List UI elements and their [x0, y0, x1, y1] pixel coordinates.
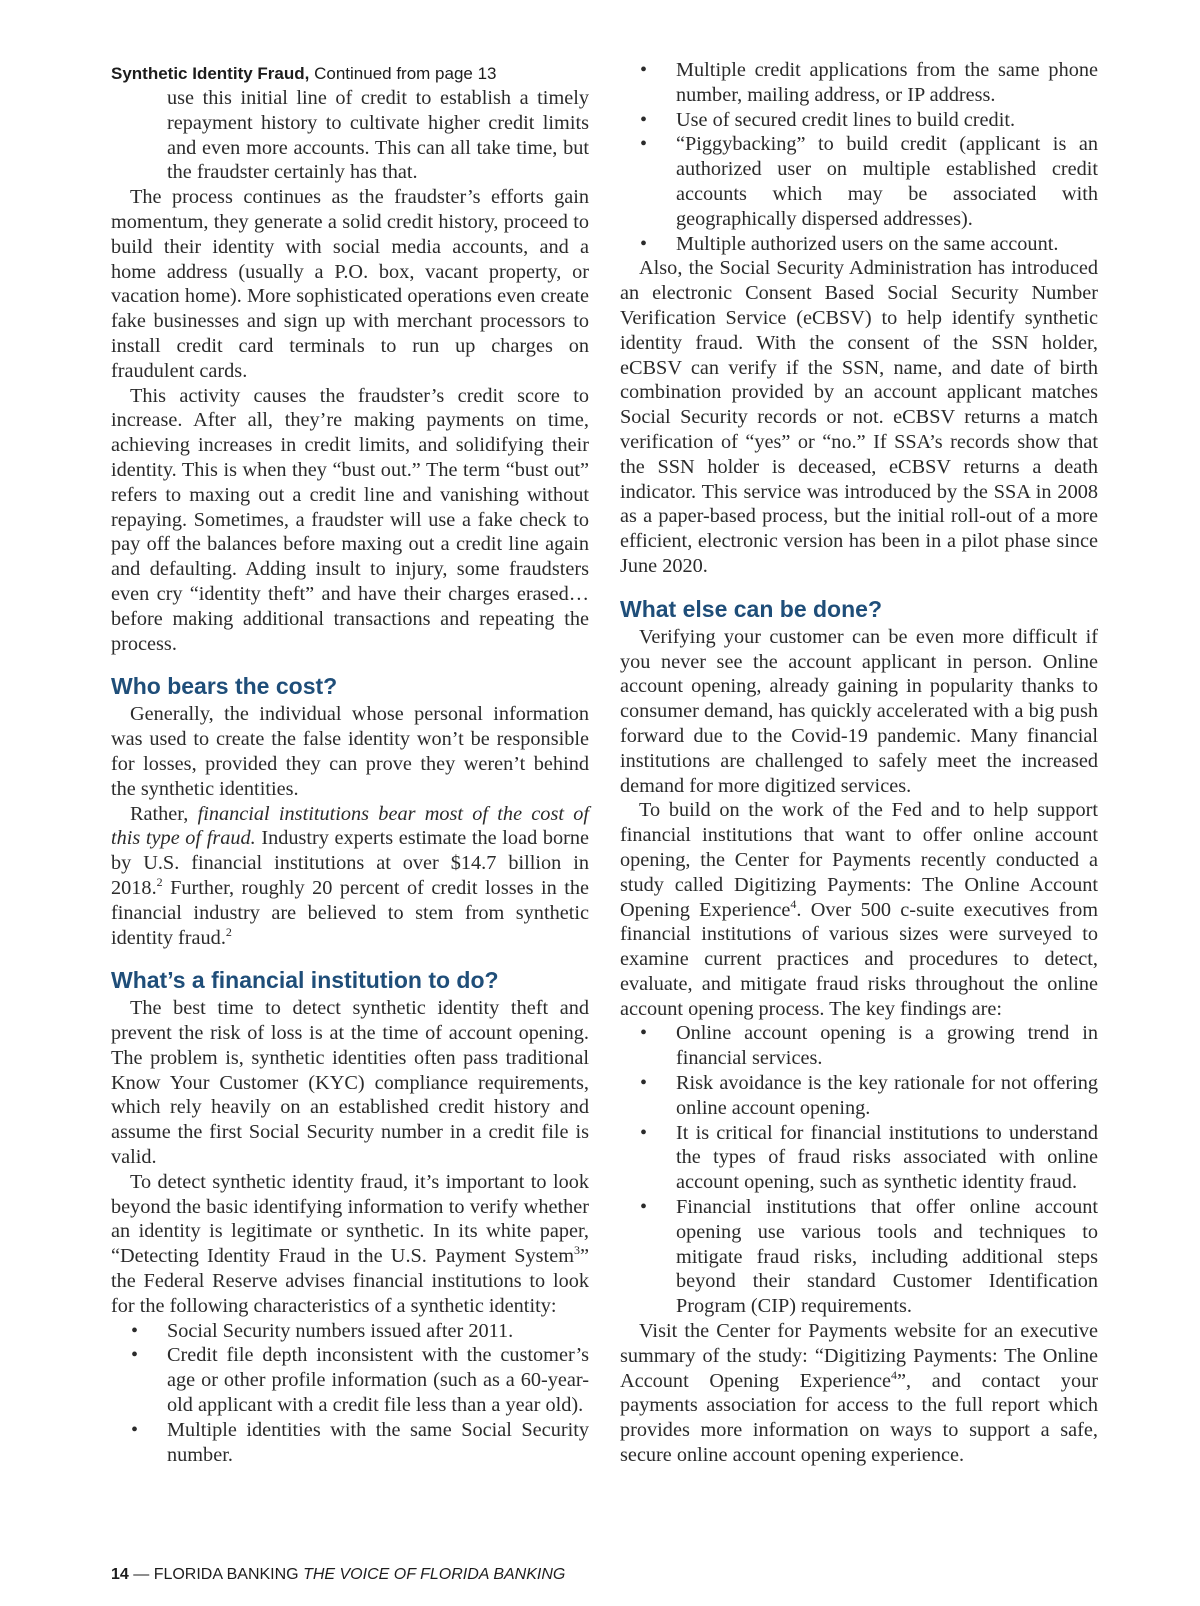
list-item: • “Piggybacking” to build credit (applicant is an authorized user on multiple established credit accounts which may be associated with geographically dispersed addresses).	[620, 132, 1098, 231]
continued-kicker	[111, 62, 589, 86]
text-run: . Over 500 c-suite executives from financial institutions of various sizes were surveyed to examine current practices and procedures to detect, evaluate, and mitigate fraud risks throughout the online account opening process. The key findings are:	[620, 898, 1098, 1020]
list-item: • Financial institutions that offer online account opening use various tools and techniques to mitigate fraud risks, including additional steps beyond their standard Customer Identification Program (CIP) requirements.	[620, 1195, 1098, 1319]
publication-name: — FLORIDA BANKING	[128, 1566, 304, 1583]
paragraph: The best time to detect synthetic identity theft and prevent the risk of loss is at the time of account opening. The problem is, synthetic identities often pass traditional Know Your Customer (KYC) compliance requirements, which rely heavily on an established credit history and assume the first Social Security number in a credit file is valid.	[111, 997, 589, 1169]
section-heading-cost: Who bears the cost?	[111, 673, 338, 700]
paragraph: Generally, the individual whose personal information was used to create the false identity won’t be responsible for losses, provided they can prove they weren’t behind the synthetic identities.	[111, 703, 589, 800]
characteristics-list-continued	[620, 58, 1098, 256]
page-number: 14	[111, 1566, 129, 1583]
text-run: ” the Federal Reserve advises financial institutions to look for the following characteristics of a synthetic identity:	[111, 1245, 589, 1317]
kicker-title: Synthetic Identity Fraud,	[111, 64, 310, 83]
text-run: Further, roughly 20 percent of credit losses in the financial industry are believed to stem from synthetic identity fraud.	[111, 876, 589, 949]
continuation-text: use this initial line of credit to establish a timely repayment history to cultivate higher credit limits and even more accounts. This can all take time, but the fraudster certainly has that.	[167, 87, 589, 184]
footnote-ref: 3	[573, 1243, 580, 1258]
list-item: • It is critical for financial institutions to understand the types of fraud risks associated with online account opening, such as synthetic identity fraud.	[620, 1121, 1098, 1195]
page-footer	[111, 1566, 565, 1584]
footnote-ref: 2	[156, 875, 163, 890]
footnote-ref: 4	[891, 1367, 898, 1382]
list-item: • Credit file depth inconsistent with the customer’s age or other profile information (such as a 60-year-old applicant with a credit file less than a year old).	[111, 1343, 589, 1417]
left-column	[111, 58, 589, 1467]
footnote-ref: 4	[790, 896, 797, 911]
paragraph: The process continues as the fraudster’s efforts gain momentum, they generate a solid credit history, proceed to build their identity with social media accounts, and a home address (usually a P.O. box, vacant property, or vacation home). More sophisticated operations even create fake businesses and sign up with merchant processors to install credit card terminals to run up charges on fraudulent cards.	[111, 186, 589, 382]
text-run: Rather,	[130, 802, 198, 825]
list-item: • Social Security numbers issued after 2011.	[111, 1319, 589, 1344]
text-run: To build on the work of the Fed and to help support financial institutions that want to offer online account opening, the Center for Payments recently conducted a study called Digitizing Payments: The Online Account Opening Experience	[620, 799, 1098, 921]
text-run: Industry experts estimate the load borne by U.S. financial institutions at over $14.7 billion in 2018.	[111, 827, 589, 899]
section-heading-what-to-do: What’s a financial institution to do?	[111, 967, 499, 994]
paragraph	[111, 1170, 589, 1319]
list-item: • Multiple identities with the same Social Security number.	[111, 1418, 589, 1468]
list-item: • Multiple authorized users on the same account.	[620, 232, 1098, 257]
text-run: Visit the Center for Payments website for an executive summary of the study: “Digitizing Payments: The Online Account Opening Experience	[620, 1320, 1098, 1392]
section-heading-what-else: What else can be done?	[620, 595, 882, 622]
emphasis-text: financial institutions bear most of the cost of this type of fraud.	[111, 802, 589, 850]
paragraph: Also, the Social Security Administration has introduced an electronic Consent Based Social Security Number Verification Service (eCBSV) to help identify synthetic identity fraud. With the consent of the SSN holder, eCBSV can verify if the SSN, name, and date of birth combination provided by an account applicant matches Social Security records or not. eCBSV returns a match verification of “yes” or “no.” If SSA’s records show that the SSN holder is deceased, eCBSV returns a death indicator. This service was introduced by the SSA in 2008 as a paper-based process, but the initial roll-out of a more efficient, electronic version has been in a pilot phase since June 2020.	[620, 257, 1098, 577]
paragraph	[620, 1319, 1098, 1468]
list-item: • Use of secured credit lines to build credit.	[620, 108, 1098, 133]
characteristics-list	[111, 1319, 589, 1468]
paragraph: Verifying your customer can be even more difficult if you never see the account applicant in person. Online account opening, already gaining in popularity thanks to consumer demand, has quickly accelerated with a big push forward due to the Covid-19 pandemic. Many financial institutions are challenged to safely meet the increased demand for more digitized services.	[620, 625, 1098, 797]
list-item: • Multiple credit applications from the same phone number, mailing address, or IP address.	[620, 58, 1098, 108]
right-column	[620, 58, 1098, 1468]
list-item: • Online account opening is a growing trend in financial services.	[620, 1021, 1098, 1071]
publication-tagline: THE VOICE OF FLORIDA BANKING	[303, 1566, 566, 1583]
paragraph	[620, 798, 1098, 1021]
list-item: • Risk avoidance is the key rationale for not offering online account opening.	[620, 1071, 1098, 1121]
text-run: To detect synthetic identity fraud, it’s important to look beyond the basic identifying information to verify whether an identity is legitimate or synthetic. In its white paper, “Detecting Identity Fraud in the U.S. Payment System	[111, 1170, 589, 1268]
text-run: ”, and contact your payments association for access to the full report which provides more information on ways to support a safe, secure online account opening experience.	[620, 1369, 1098, 1467]
paragraph: This activity causes the fraudster’s credit score to increase. After all, they’re making payments on time, achieving increases in credit limits, and solidifying their identity. This is when they “bust out.” The term “bust out” refers to maxing out a credit line and vanishing without repaying. Sometimes, a fraudster will use a fake check to pay off the balances before maxing out a credit line again and defaulting. Adding insult to injury, some fraudsters even cry “identity theft” and have their charges erased…before making additional transactions and repeating the process.	[111, 384, 589, 655]
key-findings-list	[620, 1021, 1098, 1319]
paragraph	[111, 802, 589, 951]
kicker-continued: Continued from page 13	[314, 64, 497, 83]
footnote-ref: 2	[225, 924, 232, 939]
